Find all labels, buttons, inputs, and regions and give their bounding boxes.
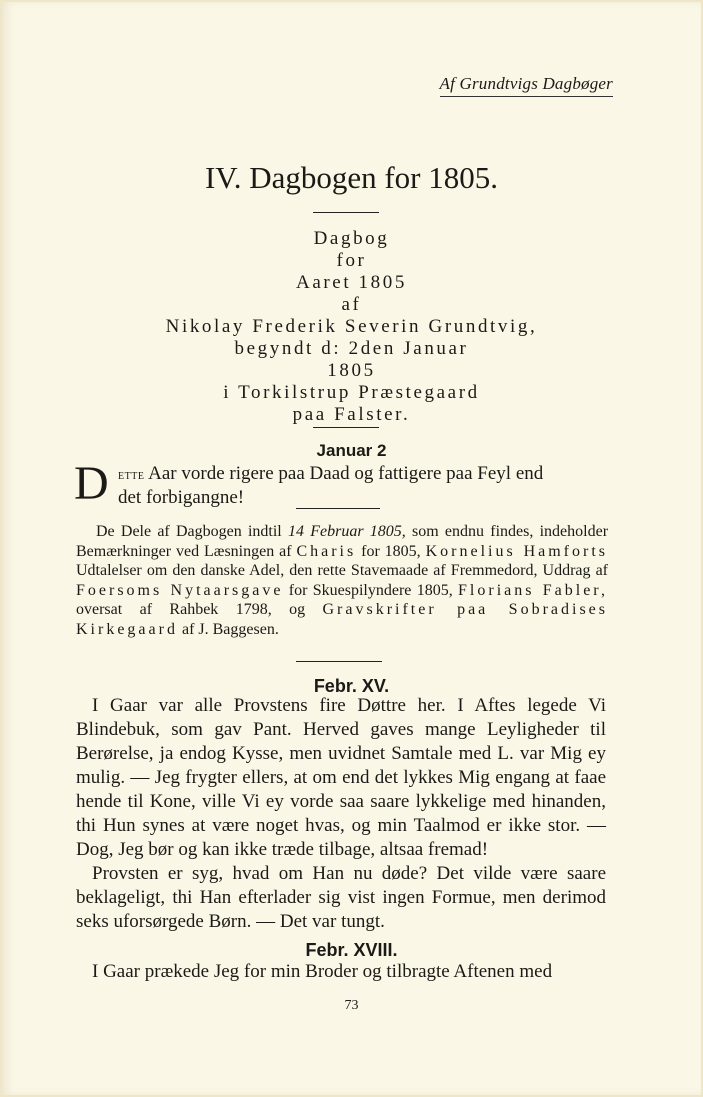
note-spaced: Gravskrifter paa Sobradises Kirkegaard bbox=[76, 601, 608, 638]
note-spaced: Florians Fabler, bbox=[458, 581, 608, 599]
running-header: Af Grundtvigs Dagbøger bbox=[440, 74, 613, 97]
note-text: De Dele af Dagbogen indtil bbox=[96, 523, 288, 540]
entry-text: I Gaar var alle Provstens fire Døttre her. I Aftes legede Vi Blindebuk, som gav Pant. Herved gaves mange Leyligheder til Berørelse, ja endog Kysse, men uvidnet Samtale med L. var Mig ey mulig. — Jeg frygter ellers, at om end det lykkes Mig engang at faae hende til Kone, ville Vi ey vorde saa saare lykkelige med hinanden, thi Hun synes at være noget hvas, og min Taalmod er ikke stor. — Dog, Jeg bør og kan ikke træde tilbage, altsaa fremad! bbox=[76, 695, 606, 860]
note-italic: 14 Februar 1805, bbox=[288, 523, 406, 540]
entry-text-rest: Aar vorde rigere paa Daad og fattigere paa Feyl end bbox=[144, 463, 544, 484]
note-text: som endnu findes, indeholder Bemærkninger ved Læsningen af bbox=[76, 523, 609, 560]
entry-date: Febr. XV. bbox=[313, 676, 390, 696]
note-text: Udtalelser om den danske Adel, den rette Stavemaade af Fremmedord, Uddrag af bbox=[76, 562, 608, 579]
entry-date: Januar 2 bbox=[316, 441, 387, 460]
note-spaced: Charis bbox=[296, 542, 357, 560]
entry-text: I Gaar prækede Jeg for min Broder og tilbragte Aftenen med bbox=[92, 961, 553, 982]
title-line: Nikolay Frederik Severin Grundtvig, bbox=[165, 316, 538, 337]
chapter-title: IV. Dagbogen for 1805. bbox=[204, 160, 499, 195]
entry-text: Provsten er syg, hvad om Han nu døde? Det vilde være saare beklageligt, thi Han efterlader sig vist ingen Formue, men derimod seks uforsørgede Børn. — Det var tungt. bbox=[76, 863, 606, 932]
title-line: i Torkilstrup Præstegaard bbox=[223, 382, 480, 403]
editor-note bbox=[76, 522, 608, 639]
title-line: begyndt d: 2den Januar bbox=[234, 338, 469, 359]
divider bbox=[296, 661, 382, 662]
title-line: Dagbog bbox=[313, 228, 390, 249]
diary-title-page bbox=[60, 228, 643, 426]
note-spaced: Foersoms Nytaarsgave bbox=[76, 581, 284, 599]
title-line: Aaret 1805 bbox=[296, 272, 407, 293]
page-number: 73 bbox=[344, 998, 359, 1013]
small-caps-word: ette bbox=[118, 468, 145, 483]
title-line: af bbox=[341, 294, 362, 315]
drop-cap: D bbox=[74, 457, 109, 510]
note-text: af J. Baggesen. bbox=[177, 620, 279, 638]
note-text: for 1805, bbox=[356, 542, 426, 560]
note-text: oversat af Rahbek 1798, og bbox=[76, 601, 323, 618]
title-line: for bbox=[336, 250, 367, 271]
title-line: paa Falster. bbox=[292, 404, 411, 425]
divider bbox=[313, 212, 379, 213]
note-text: for Skuespilyndere 1805, bbox=[283, 581, 459, 599]
entry-text-line2: det forbigangne! bbox=[118, 487, 245, 508]
note-spaced: Kornelius Hamforts bbox=[425, 542, 609, 560]
entry-date: Febr. XVIII. bbox=[305, 940, 398, 960]
divider bbox=[296, 508, 380, 509]
title-line: 1805 bbox=[327, 360, 376, 381]
divider bbox=[313, 427, 379, 428]
entry-text bbox=[118, 463, 608, 509]
